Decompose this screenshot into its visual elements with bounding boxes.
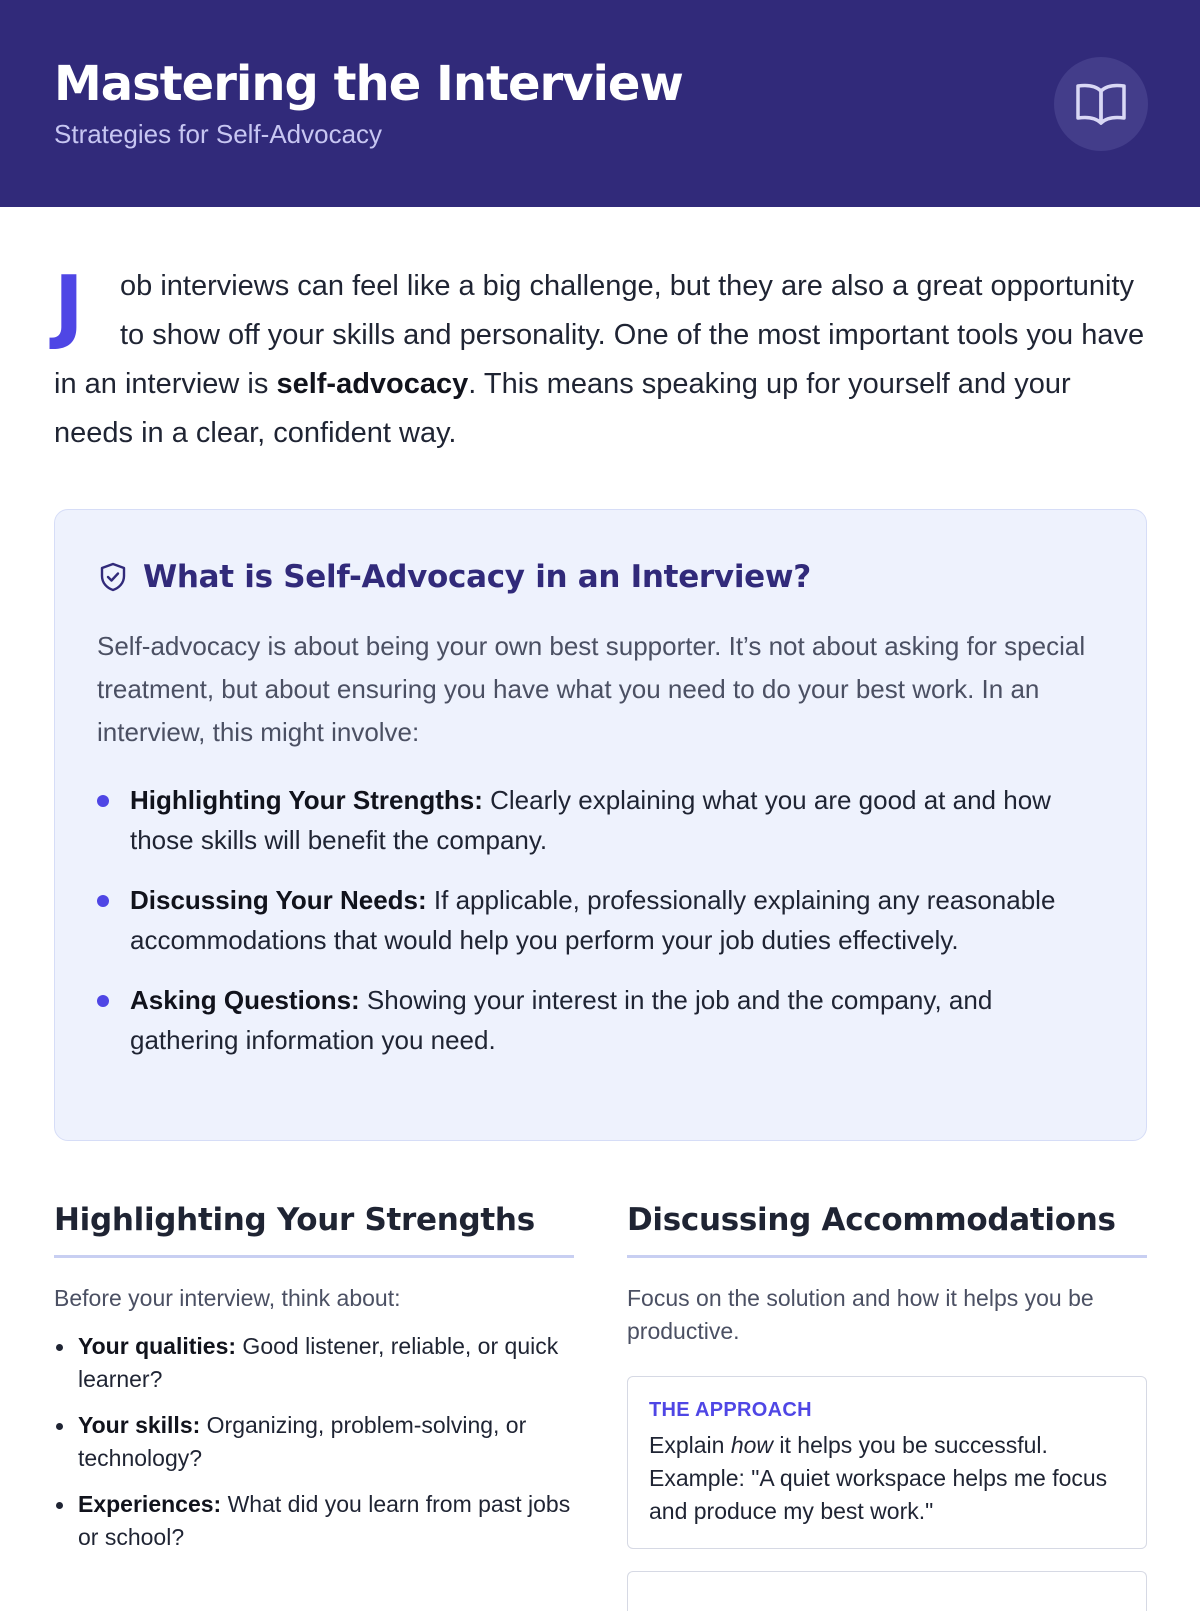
list-item-label: Asking Questions: xyxy=(130,985,360,1015)
list-item xyxy=(54,1409,574,1475)
accommodations-title: Discussing Accommodations xyxy=(627,1192,1147,1258)
list-item-text: Good listener, reliable, or quick learner? xyxy=(78,1333,559,1392)
strengths-list xyxy=(54,1330,574,1554)
list-item-label: Discussing Your Needs: xyxy=(130,885,427,915)
list-item xyxy=(54,1330,574,1396)
page-title: Mastering the Interview xyxy=(54,56,683,112)
strengths-lead: Before your interview, think about: xyxy=(54,1285,401,1311)
approach-text-start: Explain xyxy=(649,1432,731,1458)
intro-paragraph xyxy=(54,259,1146,458)
list-item xyxy=(97,780,1107,860)
strengths-title: Highlighting Your Strengths xyxy=(54,1192,574,1258)
approach-text-end: it helps you be successful. Example: "A quiet workspace helps me focus and produce my best work." xyxy=(649,1432,1108,1524)
accommodations-lead: Focus on the solution and how it helps you be productive. xyxy=(627,1285,1094,1344)
accommodations-section xyxy=(627,1192,1147,1611)
list-item-text: If applicable, professionally explaining any reasonable accommodations that would help you perform your job duties effectively. xyxy=(130,885,1056,955)
intro-text-end: . This means speaking up for yourself and your needs in a clear, confident way. xyxy=(54,368,1071,449)
list-item-label: Your skills: xyxy=(78,1412,201,1438)
next-card xyxy=(627,1571,1147,1611)
bullet-dot xyxy=(97,895,109,907)
list-item xyxy=(54,1488,574,1554)
list-item xyxy=(97,880,1107,960)
bullet-dot xyxy=(56,1423,63,1430)
bullet-dot xyxy=(97,995,109,1007)
bullet-dot xyxy=(56,1502,63,1509)
callout-title: What is Self-Advocacy in an Interview? xyxy=(143,559,811,595)
approach-emphasis: how xyxy=(730,1432,774,1458)
approach-card xyxy=(627,1376,1147,1549)
book-open-icon xyxy=(1075,81,1127,127)
list-item-text: What did you learn from past jobs or school? xyxy=(78,1491,571,1550)
approach-label: THE APPROACH xyxy=(649,1399,812,1421)
self-advocacy-callout xyxy=(54,509,1147,1141)
list-item-text: Organizing, problem-solving, or technology? xyxy=(78,1412,527,1471)
approach-text xyxy=(649,1429,1125,1528)
list-item-label: Your qualities: xyxy=(78,1333,237,1359)
list-item-text: Clearly explaining what you are good at and how those skills will benefit the company. xyxy=(130,785,1051,855)
list-item-label: Highlighting Your Strengths: xyxy=(130,785,483,815)
list-item-text: Showing your interest in the job and the company, and gathering information you need. xyxy=(130,985,993,1055)
intro-text-start: ob interviews can feel like a big challenge, but they are also a great opportunity to show off your skills and personality. One of the most important tools you have in an interview is xyxy=(54,270,1145,400)
bullet-dot xyxy=(56,1344,63,1351)
callout-body: Self-advocacy is about being your own best supporter. It’s not about asking for special treatment, but about ensuring you have what you need to do your best work. In an interview, this might involve: xyxy=(97,631,1086,747)
intro-bold-term: self-advocacy xyxy=(276,368,469,400)
book-button[interactable] xyxy=(1054,57,1148,151)
bullet-dot xyxy=(97,795,109,807)
callout-list xyxy=(97,780,1107,1080)
drop-cap: J xyxy=(54,259,84,352)
page-header xyxy=(0,0,1200,207)
callout-header xyxy=(97,552,811,602)
strengths-section xyxy=(54,1192,574,1567)
shield-check-icon xyxy=(97,561,129,593)
list-item xyxy=(97,980,1107,1060)
page-subtitle: Strategies for Self-Advocacy xyxy=(54,119,383,149)
list-item-label: Experiences: xyxy=(78,1491,222,1517)
